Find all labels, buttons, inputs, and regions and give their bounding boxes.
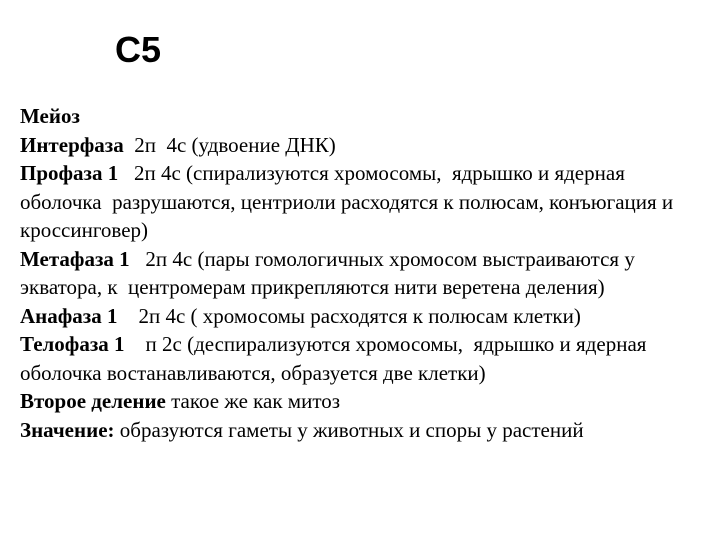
phase-description: 2п 4с ( хромосомы расходятся к полюсам клетки) — [117, 303, 581, 328]
phase-description: образуются гаметы у животных и споры у растений — [114, 417, 584, 442]
phase-term: Метафаза 1 — [20, 246, 130, 271]
phase-description: 2п 4с (удвоение ДНК) — [123, 132, 336, 157]
phase-term: Профаза 1 — [20, 161, 119, 185]
phase-interphase — [20, 131, 710, 160]
phase-description: п 2с (деспирализуются хромосомы, ядрышко и ядерная оболочка востанавливаются, образуется две клетки) — [20, 332, 652, 385]
slide-body — [20, 102, 710, 444]
phase-prophase-1 — [20, 159, 710, 245]
phase-metaphase-1 — [20, 245, 710, 302]
second-division — [20, 387, 710, 416]
phase-anaphase-1 — [20, 302, 710, 331]
section-heading: Мейоз — [20, 104, 80, 128]
phase-description: 2п 4с (спирализуются хромосомы, ядрышко и ядерная оболочка разрушаются, центриоли расходятся к полюсам, конъюгация и кроссинговер) — [20, 161, 679, 242]
phase-term: Второе деление — [20, 389, 166, 413]
phase-description: 2п 4с (пары гомологичных хромосом выстраиваются у экватора, к центромерам прикрепляются нити веретена деления) — [20, 246, 641, 299]
phase-telophase-1 — [20, 330, 710, 387]
phase-description: такое же как митоз — [165, 389, 341, 413]
phase-term: Значение: — [20, 417, 115, 442]
significance — [20, 416, 710, 445]
slide-title: С5 — [115, 29, 162, 70]
phase-term: Анафаза 1 — [20, 303, 118, 328]
phase-term: Телофаза 1 — [20, 332, 125, 356]
phase-term: Интерфаза — [20, 132, 124, 157]
